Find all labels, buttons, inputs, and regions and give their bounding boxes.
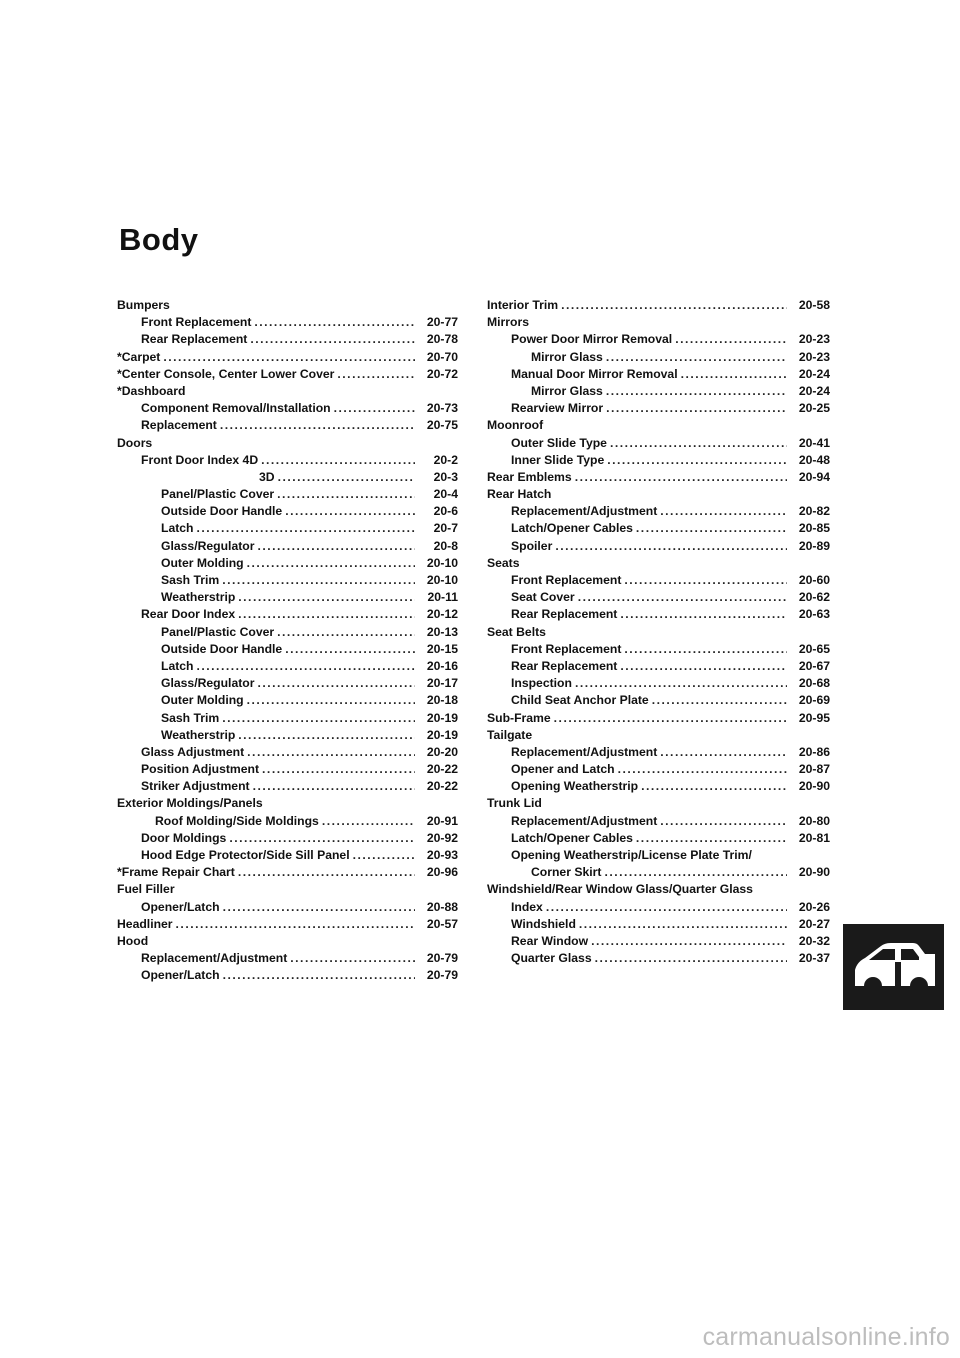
toc-entry [487,556,830,573]
leader-dots [238,590,415,604]
leader-dots [223,900,415,914]
leader-dots [223,968,415,982]
toc-entry [487,436,830,453]
toc-entry-page: 20-96 [426,865,458,880]
toc-entry [487,728,830,745]
toc-entry-page: 20-6 [433,504,458,519]
toc-entry-page: 20-22 [426,779,458,794]
toc-entry [487,625,830,642]
toc-entry-label: Glass/Regulator [161,538,255,553]
toc-entry-label: Tailgate [487,727,533,742]
toc-entry [117,711,458,728]
toc-entry-label: Exterior Moldings/Panels [117,796,263,811]
toc-entry-label: *Frame Repair Chart [117,865,235,880]
toc-entry [487,934,830,951]
leader-dots [262,762,415,776]
toc-entry [487,762,830,779]
toc-entry [117,882,458,899]
toc-entry [117,865,458,882]
toc-entry-label: Mirror Glass [531,383,603,398]
toc-entry-label: Trunk Lid [487,796,542,811]
toc-entry-label: Inner Slide Type [511,452,605,467]
toc-entry-label: Latch/Opener Cables [511,830,633,845]
toc-entry-label: Quarter Glass [511,951,592,966]
toc-entry [487,470,830,487]
toc-entry-label: Replacement/Adjustment [511,813,658,828]
toc-entry-label: Rear Door Index [141,607,236,622]
leader-dots [578,590,787,604]
leader-dots [641,779,787,793]
toc-entry-page: 20-13 [426,624,458,639]
toc-entry-label: Doors [117,435,153,450]
toc-entry [117,900,458,917]
toc-entry-label: Replacement [141,418,217,433]
section-tab [843,924,944,1010]
toc-entry-page: 20-93 [426,848,458,862]
leader-dots [681,367,787,381]
toc-entry [487,607,830,624]
toc-entry-label: Front Replacement [511,641,622,656]
toc-entry [117,590,458,607]
toc-entry [117,556,458,573]
toc-entry [117,693,458,710]
toc-entry-label: Seat Cover [511,590,575,605]
toc-entry-label: *Center Console, Center Lower Cover [117,366,335,381]
toc-entry-label: Windshield [511,916,576,931]
toc-entry-page: 20-10 [426,555,458,570]
toc-entry-label: Mirrors [487,315,529,330]
toc-entry-page: 20-15 [426,641,458,656]
toc-entry [487,418,830,435]
toc-entry [117,762,458,779]
toc-entry-page: 20-86 [798,744,830,759]
toc-entry-label: Spoiler [511,538,553,553]
leader-dots [322,814,415,828]
toc-entry-label: Weatherstrip [161,590,236,605]
leader-dots [250,332,415,346]
leader-dots [636,521,787,535]
leader-dots [334,401,415,415]
toc-entry-label: Door Moldings [141,830,227,845]
toc-entry [487,573,830,590]
toc-entry-page: 20-25 [798,401,830,416]
toc-entry [117,745,458,762]
toc-entry-page: 20-18 [426,693,458,708]
toc-entry [487,642,830,659]
toc-entry [117,384,458,401]
toc-entry-page: 20-88 [426,899,458,914]
toc-entry [117,418,458,435]
leader-dots [575,676,787,690]
leader-dots [652,693,787,707]
leader-dots [278,470,415,484]
toc-entry-label: Opener/Latch [141,899,220,914]
leader-dots [607,453,787,467]
leader-dots [660,814,787,828]
toc-entry-page: 20-22 [426,762,458,777]
toc-entry-label: Roof Molding/Side Moldings [155,813,319,828]
leader-dots [277,625,415,639]
leader-dots [554,711,787,725]
toc-entry-page: 20-27 [798,916,830,931]
toc-entry-label: Outer Slide Type [511,435,607,450]
toc-entry-label: Windshield/Rear Window Glass/Quarter Glass [487,882,753,897]
toc-entry-label: Rear Emblems [487,469,572,484]
toc-entry-page: 20-65 [798,641,830,656]
toc-entry-page: 20-82 [798,504,830,519]
toc-entry [487,951,830,968]
toc-entry-page: 20-23 [798,349,830,364]
toc-entry-label: Inspection [511,676,572,691]
leader-dots [277,487,415,501]
toc-entry-label: *Dashboard [117,383,186,398]
toc-entry [487,521,830,538]
leader-dots [660,504,787,518]
toc-entry-page: 20-78 [426,332,458,347]
toc-left-column [117,298,458,986]
leader-dots [555,539,787,553]
toc-entry-page: 20-62 [798,590,830,605]
toc-entry [117,917,458,934]
toc-entry-page: 20-91 [426,813,458,828]
leader-dots [675,332,787,346]
toc-entry [487,350,830,367]
toc-entry-label: Glass Adjustment [141,744,245,759]
leader-dots [257,676,415,690]
toc-entry-label: Opener and Latch [511,762,615,777]
leader-dots [591,934,787,948]
leader-dots [610,436,787,450]
leader-dots [163,350,415,364]
toc-entry [487,659,830,676]
toc-entry-label: Rear Replacement [511,607,618,622]
toc-entry-label: Front Replacement [511,573,622,587]
toc-entry-label: Glass/Regulator [161,676,255,691]
toc-entry-label: Outside Door Handle [161,504,283,519]
toc-entry [487,384,830,401]
toc-entry-page: 20-69 [798,693,830,708]
car-body-icon [843,924,944,1010]
leader-dots [624,642,787,656]
toc-entry [117,831,458,848]
toc-entry-label: Child Seat Anchor Plate [511,693,649,708]
toc-entry-label: Power Door Mirror Removal [511,332,673,347]
leader-dots [561,298,787,312]
section-title: Body [119,222,199,257]
toc-entry [487,367,830,384]
toc-entry [487,401,830,418]
toc-entry-page: 20-3 [433,469,458,484]
leader-dots [222,573,415,587]
toc-entry-page: 20-79 [426,951,458,966]
toc-entry-label: Bumpers [117,298,170,312]
leader-dots [618,762,787,776]
toc-entry [487,693,830,710]
toc-entry-page: 20-19 [426,710,458,725]
toc-entry-page: 20-79 [426,968,458,983]
toc-entry-page: 20-90 [798,779,830,794]
toc-entry-label: Rear Hatch [487,487,552,502]
leader-dots [220,418,415,432]
toc-entry [117,625,458,642]
toc-entry [487,453,830,470]
leader-dots [636,831,787,845]
toc-entry-page: 20-23 [798,332,830,347]
toc-entry-page: 20-72 [426,366,458,381]
toc-entry-label: *Carpet [117,349,161,364]
toc-entry [117,298,458,315]
toc-entry [487,315,830,332]
toc-entry [117,487,458,504]
toc-entry [117,504,458,521]
toc-entry-page: 20-41 [798,435,830,450]
toc-entry [487,711,830,728]
toc-entry [487,779,830,796]
toc-entry-label: Sash Trim [161,573,220,587]
toc-entry-page: 20-7 [433,521,458,536]
toc-entry-label: Latch [161,521,194,536]
leader-dots [290,951,415,965]
toc-entry-label: Rear Window [511,933,589,948]
toc-entry [487,848,830,865]
toc-entry [117,350,458,367]
toc-entry [487,831,830,848]
toc-entry-page: 20-26 [798,899,830,914]
leader-dots [197,659,415,673]
toc-entry [487,917,830,934]
toc-entry [117,968,458,985]
toc-entry-label: Fuel Filler [117,882,175,897]
toc-entry-label: Front Replacement [141,315,252,330]
watermark-text: carmanualsonline.info [702,1323,950,1351]
leader-dots [353,848,415,862]
leader-dots [247,556,415,570]
toc-entry-label: Outer Molding [161,555,244,570]
toc-entry-page: 20-37 [798,951,830,966]
toc-entry-page: 20-60 [798,573,830,587]
toc-entry [487,796,830,813]
toc-entry-label: Front Door Index 4D [141,452,259,467]
toc-entry-label: Rearview Mirror [511,401,604,416]
toc-entry [117,607,458,624]
toc-entry-label: Corner Skirt [531,865,602,880]
toc-entry-label: Rear Replacement [511,658,618,673]
leader-dots [606,350,787,364]
toc-entry-label: Replacement/Adjustment [141,951,288,966]
toc-entry-label: Component Removal/Installation [141,401,331,416]
toc-entry-page: 20-48 [798,452,830,467]
toc-entry [487,487,830,504]
toc-entry [117,367,458,384]
toc-entry [487,504,830,521]
leader-dots [176,917,415,931]
toc-entry-page: 20-11 [427,590,458,605]
toc-entry-page: 20-2 [433,452,458,467]
leader-dots [285,642,415,656]
leader-dots [595,951,787,965]
toc-entry [487,332,830,349]
toc-entry [487,298,830,315]
toc-entry [117,332,458,349]
toc-entry-label: Latch/Opener Cables [511,521,633,536]
toc-entry [487,676,830,693]
toc-entry-label: Weatherstrip [161,727,236,742]
leader-dots [660,745,787,759]
toc-entry-page: 20-12 [426,607,458,622]
toc-entry [487,865,830,882]
leader-dots [247,693,415,707]
toc-entry-label: Opener/Latch [141,968,220,983]
toc-entry-label: Opening Weatherstrip [511,779,639,794]
toc-entry-label: Mirror Glass [531,349,603,364]
toc-entry [487,539,830,556]
toc-entry-label: Replacement/Adjustment [511,744,658,759]
toc-entry-page: 20-20 [426,744,458,759]
toc-entry-label: Outer Molding [161,693,244,708]
toc-entry [117,401,458,418]
toc-entry [487,590,830,607]
leader-dots [238,865,415,879]
leader-dots [247,745,415,759]
toc-entry [117,453,458,470]
toc-entry-page: 20-89 [798,538,830,553]
toc-entry [117,934,458,951]
toc-entry-page: 20-24 [798,383,830,398]
leader-dots [253,779,415,793]
toc-entry-page: 20-17 [426,676,458,691]
toc-entry [117,848,458,865]
leader-dots [285,504,415,518]
leader-dots [238,607,415,621]
leader-dots [222,711,415,725]
leader-dots [579,917,787,931]
toc-entry-page: 20-4 [433,487,458,502]
leader-dots [261,453,415,467]
toc-entry-page: 20-90 [798,865,830,880]
toc-entry-label: Interior Trim [487,298,559,312]
toc-entry [117,521,458,538]
toc-entry-page: 20-75 [426,418,458,433]
toc-entry-label: Panel/Plastic Cover [161,624,275,639]
toc-entry-label: Seats [487,555,520,570]
leader-dots [257,539,415,553]
toc-entry [487,745,830,762]
toc-entry-label: Index [511,899,543,914]
toc-entry [117,642,458,659]
leader-dots [606,384,787,398]
toc-entry-label: Striker Adjustment [141,779,250,794]
toc-entry [487,882,830,899]
leader-dots [197,521,415,535]
toc-entry-label: Position Adjustment [141,762,260,777]
toc-entry-page: 20-95 [798,710,830,725]
toc-entry-label: Latch [161,658,194,673]
toc-entry-label: Sash Trim [161,710,220,725]
toc-entry-page: 20-32 [798,933,830,948]
toc-entry [117,676,458,693]
toc-entry-page: 20-58 [798,298,830,312]
toc-entry-page: 20-67 [798,658,830,673]
leader-dots [254,315,415,329]
toc-entry-page: 20-10 [426,573,458,587]
leader-dots [546,900,787,914]
toc-entry-label: Sub-Frame [487,710,551,725]
toc-entry [117,796,458,813]
toc-entry [487,814,830,831]
toc-entry-page: 20-68 [798,676,830,691]
toc-entry-page: 20-63 [798,607,830,622]
toc-entry [117,573,458,590]
toc-entry-page: 20-81 [798,830,830,845]
toc-entry [117,436,458,453]
toc-entry-page: 20-73 [426,401,458,416]
leader-dots [604,865,787,879]
toc-entry-label: Manual Door Mirror Removal [511,366,678,381]
toc-entry-label: Replacement/Adjustment [511,504,658,519]
toc-entry-label: Headliner [117,916,173,931]
toc-entry [117,315,458,332]
toc-entry [117,951,458,968]
toc-entry-page: 20-85 [798,521,830,536]
toc-right-column [487,298,830,968]
toc-entry-page: 20-19 [426,727,458,742]
toc-entry-label: Rear Replacement [141,332,248,347]
toc-entry-label: Seat Belts [487,624,546,639]
toc-entry-page: 20-24 [798,366,830,381]
toc-entry-label: Panel/Plastic Cover [161,487,275,502]
toc-entry-page: 20-70 [426,349,458,364]
toc-entry-page: 20-87 [798,762,830,777]
toc-entry-page: 20-94 [798,469,830,484]
toc-entry-label: Opening Weatherstrip/License Plate Trim/ [511,848,752,862]
toc-entry-label: Moonroof [487,418,544,433]
toc-entry-page: 20-16 [426,658,458,673]
toc-entry-label: 3D [259,469,275,484]
toc-entry [117,728,458,745]
toc-entry [487,900,830,917]
toc-entry [117,659,458,676]
toc-entry-page: 20-92 [426,830,458,845]
leader-dots [337,367,415,381]
toc-entry [117,814,458,831]
toc-entry-label: Hood [117,933,149,948]
leader-dots [575,470,787,484]
toc-entry-page: 20-77 [426,315,458,330]
toc-entry-label: Hood Edge Protector/Side Sill Panel [141,848,350,862]
leader-dots [620,607,787,621]
toc-entry-page: 20-8 [433,538,458,553]
toc-entry [117,779,458,796]
toc-entry-page: 20-80 [798,813,830,828]
leader-dots [606,401,787,415]
toc-entry [117,539,458,556]
toc-entry-page: 20-57 [426,916,458,931]
leader-dots [624,573,787,587]
toc-entry-label: Outside Door Handle [161,641,283,656]
leader-dots [620,659,787,673]
leader-dots [238,728,415,742]
leader-dots [229,831,415,845]
toc-entry [117,470,458,487]
